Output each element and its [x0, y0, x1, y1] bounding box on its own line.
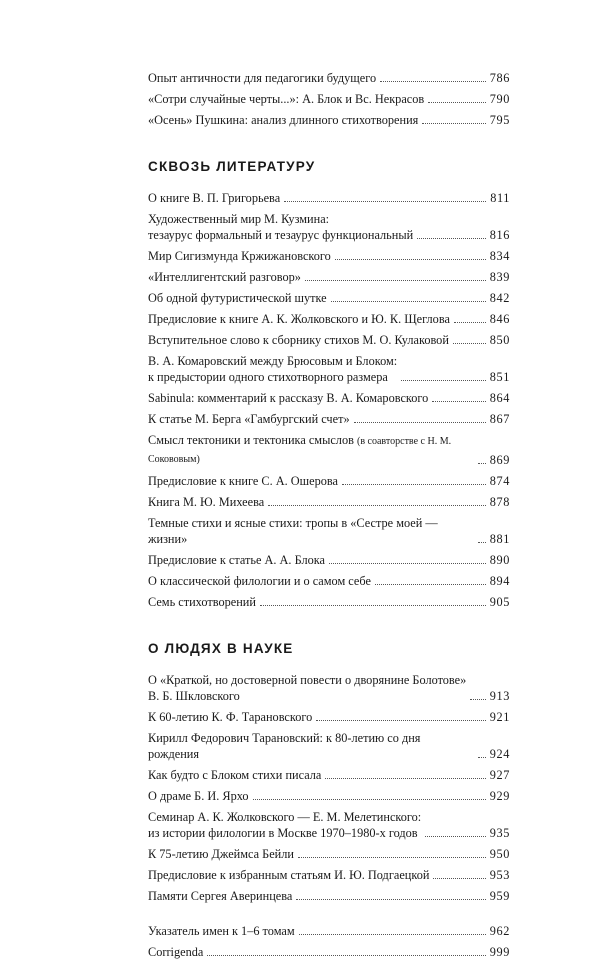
page-number: 850	[489, 333, 510, 347]
entry-title-line: Corrigenda	[148, 945, 204, 959]
page-number: 874	[489, 474, 510, 488]
page-number: 842	[489, 291, 510, 305]
table-of-contents	[148, 70, 510, 965]
toc-entry[interactable]	[148, 311, 510, 327]
dot-leader	[470, 699, 485, 700]
entry-title-line: Sabinula: комментарий к рассказу В. А. Комаровского	[148, 391, 429, 405]
dot-leader	[354, 422, 486, 423]
entry-title-line: «Сотри случайные черты...»: А. Блок и Вс. Некрасов	[148, 92, 425, 106]
dot-leader	[298, 857, 486, 858]
entry-title	[148, 573, 371, 589]
entry-title-line: Художественный мир М. Кузмина:	[148, 212, 330, 226]
toc-entry[interactable]	[148, 944, 510, 960]
entry-title-line: О книге В. П. Григорьева	[148, 191, 281, 205]
section-heading: СКВОЗЬ ЛИТЕРАТУРУ	[148, 159, 316, 174]
dot-leader	[454, 322, 486, 323]
page-number: 953	[489, 868, 510, 882]
entry-title-line: К 60-летию К. Ф. Тарановского	[148, 710, 313, 724]
toc-entry[interactable]	[148, 290, 510, 306]
entry-title-line: Семинар А. К. Жолковского — Е. М. Мелетинского:	[148, 810, 422, 824]
dot-leader	[296, 899, 485, 900]
entry-title-line: В. А. Комаровский между Брюсовым и Блоком:	[148, 354, 398, 368]
entry-title	[148, 432, 474, 468]
entry-title	[148, 353, 397, 385]
entry-title-line: О драме Б. И. Ярхо	[148, 789, 249, 803]
toc-entry[interactable]	[148, 788, 510, 804]
dot-leader	[329, 563, 486, 564]
page-number: 924	[489, 747, 510, 761]
entry-title	[148, 91, 424, 107]
toc-entry[interactable]	[148, 846, 510, 862]
page-number: 864	[489, 391, 510, 405]
toc-entry[interactable]	[148, 411, 510, 427]
dot-leader	[425, 836, 486, 837]
page-number: 846	[489, 312, 510, 326]
toc-entry[interactable]	[148, 269, 510, 285]
dot-leader	[331, 301, 486, 302]
page-number: 851	[489, 370, 510, 384]
entry-title	[148, 70, 376, 86]
entry-title	[148, 888, 292, 904]
page-number: 913	[489, 689, 510, 703]
page-number: 894	[489, 574, 510, 588]
toc-entry[interactable]	[148, 473, 510, 489]
section-gap	[148, 909, 510, 923]
entry-title	[148, 867, 429, 883]
entry-title	[148, 552, 325, 568]
entry-title	[148, 211, 413, 243]
page-number: 962	[489, 924, 510, 938]
entry-title	[148, 923, 295, 939]
entry-title-line: Опыт античности для педагогики будущего	[148, 71, 377, 85]
toc-entry[interactable]	[148, 248, 510, 264]
entry-title	[148, 311, 450, 327]
toc-entry[interactable]	[148, 888, 510, 904]
entry-title-line: «Осень» Пушкина: анализ длинного стихотворения	[148, 113, 419, 127]
toc-entry[interactable]	[148, 573, 510, 589]
dot-leader	[401, 380, 486, 381]
dot-leader	[375, 584, 486, 585]
entry-title-line: Об одной футуристической шутке	[148, 291, 327, 305]
entry-title-line: Указатель имен к 1–6 томам	[148, 924, 295, 938]
dot-leader	[478, 757, 486, 758]
page-number: 816	[489, 228, 510, 242]
entry-title-line: Темные стихи и ясные стихи: тропы в «Сестре моей — жизни»	[148, 516, 438, 546]
page-number: 905	[489, 595, 510, 609]
entry-title-line: Мир Сигизмунда Кржижановского	[148, 249, 331, 263]
dot-leader	[478, 542, 486, 543]
dot-leader	[305, 280, 486, 281]
toc-entry[interactable]	[148, 112, 510, 128]
entry-title	[148, 767, 321, 783]
entry-title-line: «Интеллигентский разговор»	[148, 270, 301, 284]
dot-leader	[432, 401, 485, 402]
page-number: 795	[489, 113, 510, 127]
entry-title	[148, 494, 264, 510]
entry-title-line: К 75-летию Джеймса Бейли	[148, 847, 294, 861]
toc-entry[interactable]	[148, 767, 510, 783]
dot-leader	[316, 720, 485, 721]
entry-title-line: к предыстории одного стихотворного размера	[148, 370, 388, 384]
toc-entry[interactable]	[148, 390, 510, 406]
entry-title-line: Вступительное слово к сборнику стихов М. О. Кулаковой	[148, 333, 449, 347]
dot-leader	[284, 201, 486, 202]
dot-leader	[260, 605, 486, 606]
entry-title-line: Предисловие к статье А. А. Блока	[148, 553, 325, 567]
toc-section	[148, 70, 510, 128]
dot-leader	[268, 505, 486, 506]
dot-leader	[342, 484, 486, 485]
toc-entry[interactable]	[148, 353, 510, 385]
dot-leader	[453, 343, 486, 344]
entry-title	[148, 515, 474, 547]
entry-title-line: О классической филологии и о самом себе	[148, 574, 371, 588]
toc-entry[interactable]	[148, 515, 510, 547]
dot-leader	[325, 778, 485, 779]
dot-leader	[380, 81, 486, 82]
entry-title-line: В. Б. Шкловского	[148, 689, 240, 703]
dot-leader	[417, 238, 486, 239]
dot-leader	[299, 934, 486, 935]
toc-entry[interactable]	[148, 211, 510, 243]
dot-leader	[478, 463, 486, 464]
page-number: 927	[489, 768, 510, 782]
entry-note: (в соавторстве с Н. М. Сокововым)	[148, 436, 452, 465]
toc-entry[interactable]	[148, 70, 510, 86]
page-number: 869	[489, 453, 510, 467]
dot-leader	[428, 102, 486, 103]
page-number: 935	[489, 826, 510, 840]
toc-section	[148, 909, 510, 960]
entry-title	[148, 672, 466, 704]
section-heading: О ЛЮДЯХ В НАУКЕ	[148, 641, 294, 656]
dot-leader	[335, 259, 486, 260]
toc-entry[interactable]	[148, 190, 510, 206]
entry-title	[148, 290, 327, 306]
toc-entry[interactable]	[148, 432, 510, 468]
page-number: 878	[489, 495, 510, 509]
entry-title-line: Предисловие к книге С. А. Ошерова	[148, 474, 339, 488]
page-number: 790	[489, 92, 510, 106]
toc-entry[interactable]	[148, 494, 510, 510]
page-number: 811	[490, 191, 510, 205]
toc-entry[interactable]	[148, 552, 510, 568]
page-number: 839	[489, 270, 510, 284]
entry-title-line: Кирилл Федорович Тарановский: к 80-летию со дня рождения	[148, 731, 421, 761]
entry-title	[148, 788, 249, 804]
page-number: 999	[489, 945, 510, 959]
toc-entry[interactable]	[148, 672, 510, 704]
entry-title	[148, 390, 428, 406]
entry-title	[148, 332, 449, 348]
entry-title-line: Предисловие к книге А. К. Жолковского и Ю. К. Щеглова	[148, 312, 450, 326]
toc-entry[interactable]	[148, 809, 510, 841]
page-number: 786	[489, 71, 510, 85]
page-number: 929	[489, 789, 510, 803]
entry-title-line: тезаурус формальный и тезаурус функциональный	[148, 228, 414, 242]
toc-section	[148, 641, 510, 904]
toc-entry[interactable]	[148, 332, 510, 348]
entry-title-line: Семь стихотворений	[148, 595, 256, 609]
page-number: 950	[489, 847, 510, 861]
entry-title	[148, 730, 474, 762]
toc-entry[interactable]	[148, 91, 510, 107]
toc-entry[interactable]	[148, 709, 510, 725]
page-number: 921	[489, 710, 510, 724]
page-number: 867	[489, 412, 510, 426]
page-number: 881	[489, 532, 510, 546]
dot-leader	[253, 799, 486, 800]
dot-leader	[207, 955, 485, 956]
entry-title	[148, 809, 421, 841]
dot-leader	[422, 123, 485, 124]
entry-title	[148, 944, 203, 960]
toc-entry[interactable]	[148, 730, 510, 762]
entry-title	[148, 594, 256, 610]
entry-title-line: Предисловие к избранным статьям И. Ю. Подгаецкой	[148, 868, 430, 882]
toc-entry[interactable]	[148, 923, 510, 939]
entry-title-line: Памяти Сергея Аверинцева	[148, 889, 293, 903]
entry-title	[148, 411, 350, 427]
entry-title-line: Книга М. Ю. Михеева	[148, 495, 265, 509]
page-number: 834	[489, 249, 510, 263]
entry-title-line: Как будто с Блоком стихи писала	[148, 768, 322, 782]
entry-title-line: О «Краткой, но достоверной повести о дворянине Болотове»	[148, 673, 467, 687]
dot-leader	[433, 878, 485, 879]
page-number: 959	[489, 889, 510, 903]
entry-title-line: из истории филологии в Москве 1970–1980-х годов	[148, 826, 418, 840]
toc-entry[interactable]	[148, 594, 510, 610]
entry-title-line: Смысл тектоники и тектоника смыслов	[148, 433, 354, 447]
entry-title	[148, 846, 294, 862]
entry-title-line: К статье М. Берга «Гамбургский счет»	[148, 412, 350, 426]
entry-title	[148, 112, 418, 128]
entry-title	[148, 269, 301, 285]
toc-section	[148, 159, 510, 610]
toc-entry[interactable]	[148, 867, 510, 883]
entry-title	[148, 709, 312, 725]
entry-title	[148, 248, 331, 264]
entry-title	[148, 190, 280, 206]
entry-title	[148, 473, 338, 489]
page-number: 890	[489, 553, 510, 567]
